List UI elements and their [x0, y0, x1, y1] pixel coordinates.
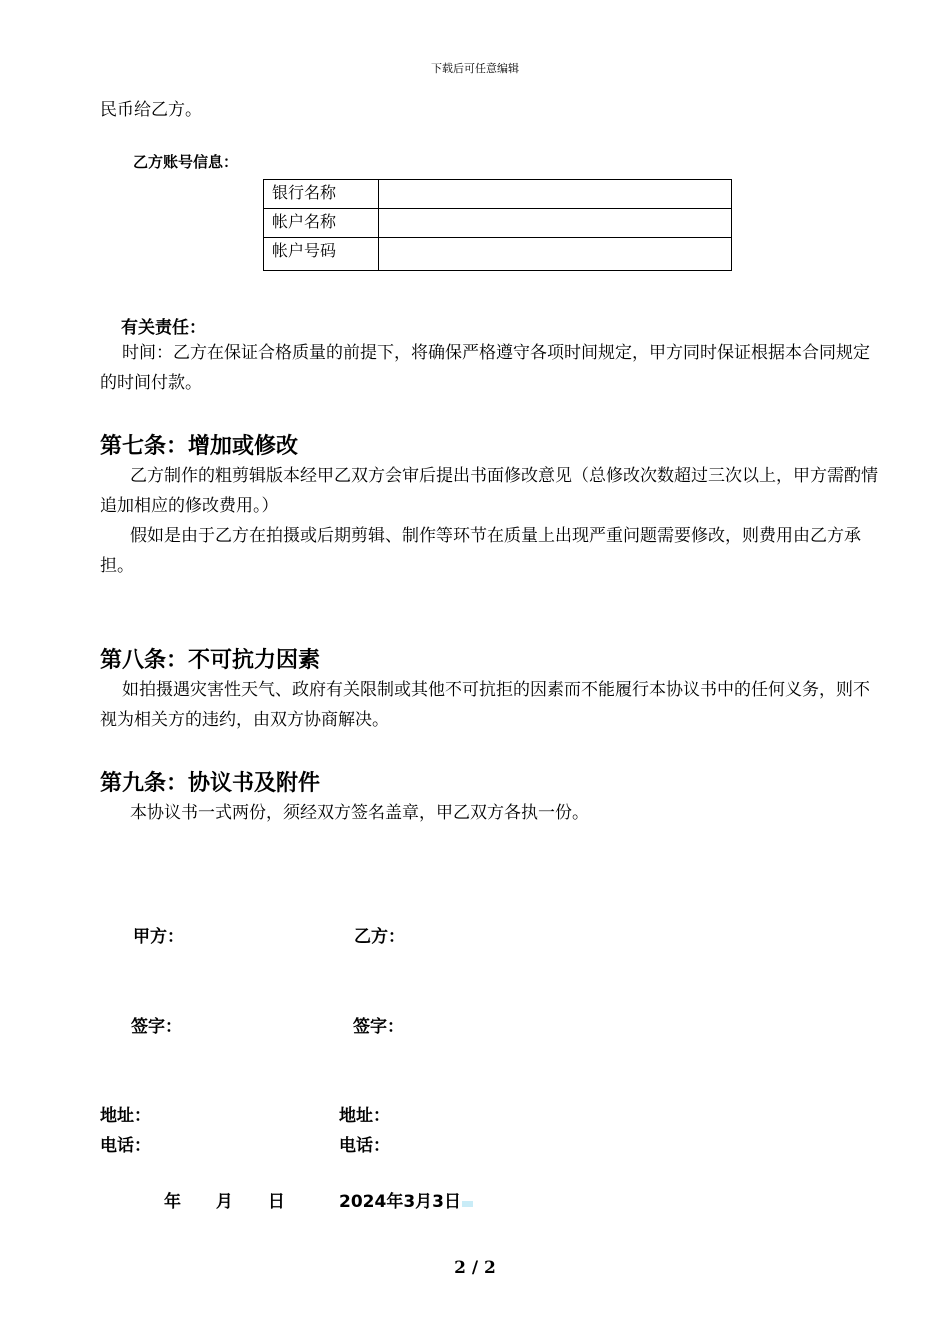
lead-line: 民币给乙方。 [100, 100, 202, 120]
party-b-date-text: 2024年3月3日 [339, 1192, 461, 1212]
page-number: 2 / 2 [454, 1258, 496, 1278]
article-8-heading: 第八条：不可抗力因素 [100, 648, 321, 673]
account-table [263, 179, 732, 271]
party-a-signature-label: 签字： [131, 1017, 182, 1037]
party-b-label: 乙方： [354, 927, 405, 947]
responsibility-text: 时间：乙方在保证合格质量的前提下，将确保严格遵守各项时间规定，甲方同时保证根据本合同规定的时间付款。 [100, 343, 870, 393]
article-7-paragraph-2: 假如是由于乙方在拍摄或后期剪辑、制作等环节在质量上出现严重问题需要修改，则费用由乙方承担。 [100, 526, 861, 576]
party-b-phone-label: 电话： [339, 1136, 390, 1156]
table-row [264, 209, 732, 238]
party-a-phone-label: 电话： [100, 1136, 151, 1156]
article-8-paragraph-1: 如拍摄遇灾害性天气、政府有关限制或其他不可抗拒的因素而不能履行本协议书中的任何义务，则不视为相关方的违约，由双方协商解决。 [100, 680, 870, 730]
party-a-date-blank: 年 月 日 [164, 1192, 289, 1212]
bank-name-value [379, 180, 732, 209]
table-row [264, 238, 732, 271]
page-header: 下载后可任意编辑 [431, 62, 519, 75]
table-row [264, 180, 732, 209]
account-name-value [379, 209, 732, 238]
account-name-label: 帐户名称 [264, 209, 379, 238]
party-b-date [339, 1187, 473, 1212]
responsibility-title: 有关责任： [121, 318, 206, 338]
account-number-value [379, 238, 732, 271]
account-number-label: 帐户号码 [264, 238, 379, 271]
text-highlight-mark [462, 1201, 473, 1207]
article-9-paragraph-1: 本协议书一式两份，须经双方签名盖章，甲乙双方各执一份。 [130, 803, 589, 823]
party-a-address-label: 地址： [100, 1106, 151, 1126]
account-info-title: 乙方账号信息： [133, 153, 239, 171]
party-b-signature-label: 签字： [353, 1017, 404, 1037]
article-7-paragraph-1: 乙方制作的粗剪辑版本经甲乙双方会审后提出书面修改意见（总修改次数超过三次以上，甲方需酌情追加相应的修改费用。） [100, 466, 878, 516]
party-b-address-label: 地址： [339, 1106, 390, 1126]
bank-name-label: 银行名称 [264, 180, 379, 209]
article-7-heading: 第七条：增加或修改 [100, 434, 299, 459]
party-a-label: 甲方： [133, 927, 184, 947]
article-9-heading: 第九条：协议书及附件 [100, 771, 321, 796]
